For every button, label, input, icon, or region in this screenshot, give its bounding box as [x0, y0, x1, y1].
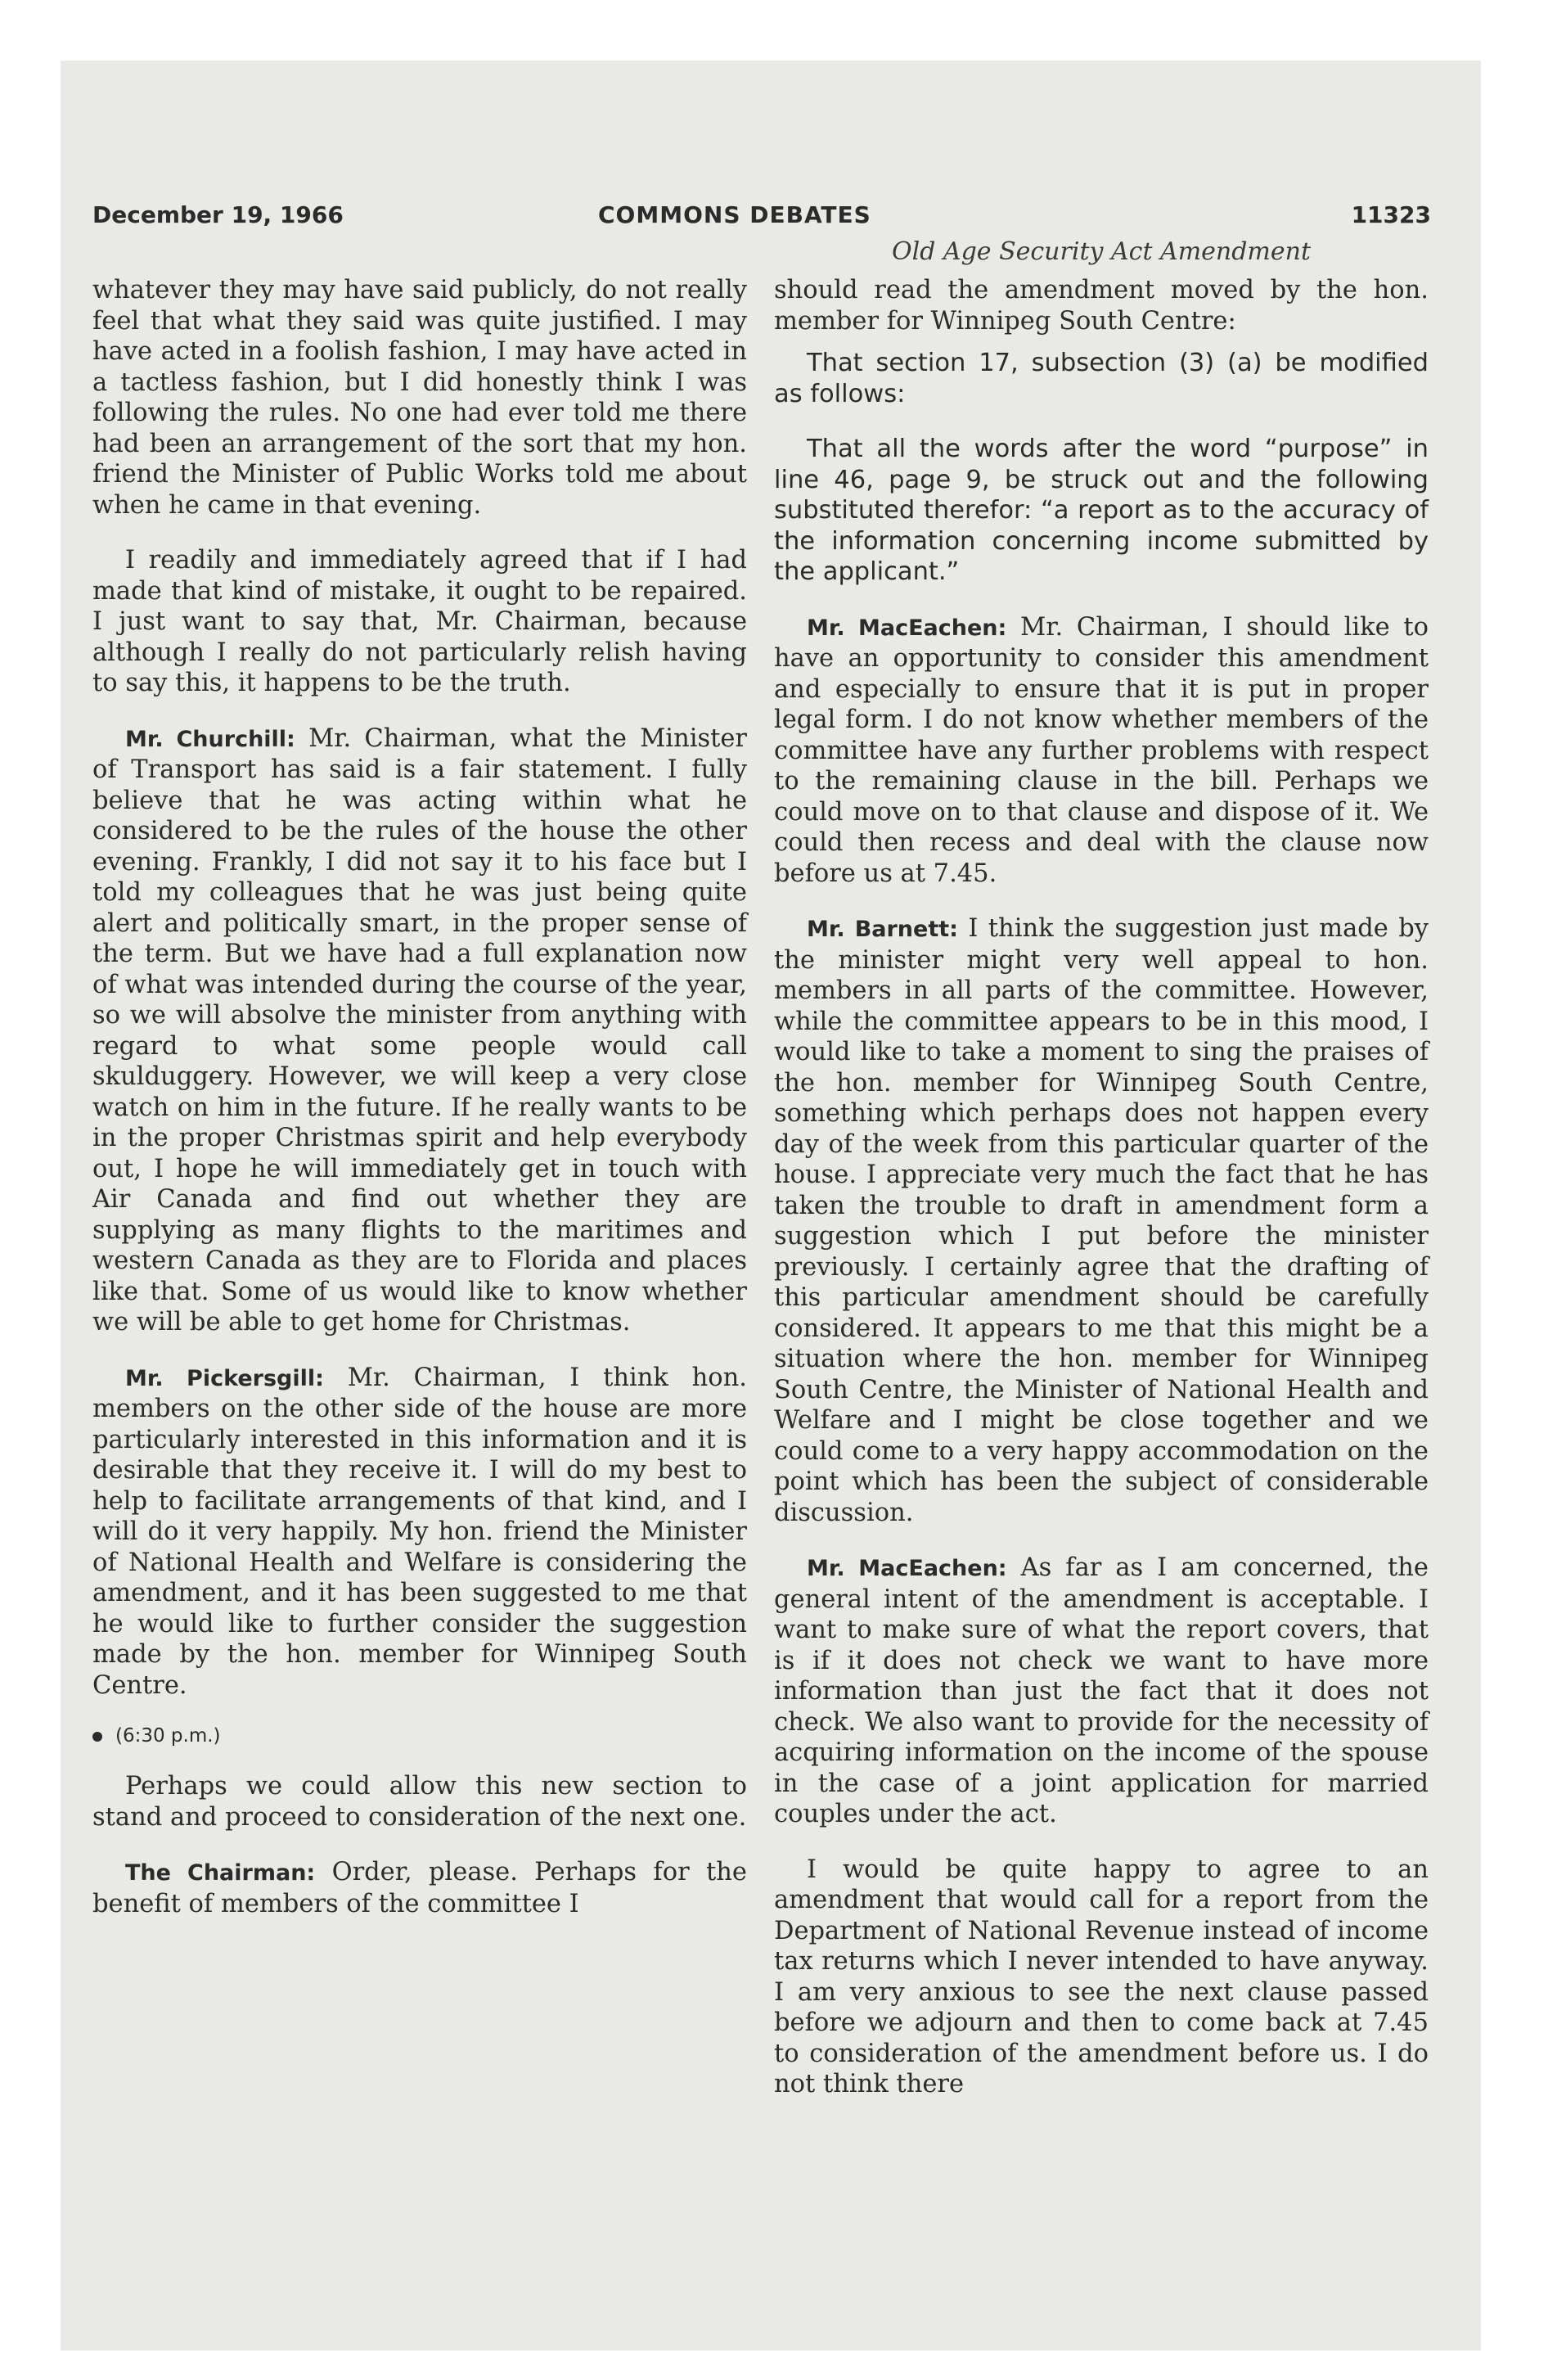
speech-maceachen — [774, 1553, 1429, 1830]
page-header — [92, 201, 1431, 239]
paragraph: I would be quite happy to agree to an amendment that would call for a report from the Department of National Revenue instead of income tax returns which I never intended to have anyway. I am very anxious to see the next clause passed before we adjourn and then to come back at 7.45 to consideration of the amendment before us. I do not think there — [774, 1855, 1429, 2098]
paragraph: should read the amendment moved by the hon. member for Winnipeg South Centre: — [774, 276, 1429, 336]
paragraph: whatever they may have said publicly, do not really feel that what they said was quite justified. I may have acted in a foolish fashion, I may have acted in a tactless fashion, but I did honestly think I was following the rules. No one had ever told me there had been an arrangement of the sort that my hon. friend the Minister of Public Works told me about when he came in that evening. — [92, 276, 747, 520]
paragraph: I readily and immediately agreed that if I had made that kind of mistake, it ought to be repaired. I just want to say that, Mr. Chairman, because although I really do not particularly relish having to say this, it happens to be the truth. — [92, 546, 747, 697]
header-publication: COMMONS DEBATES — [598, 201, 871, 228]
amendment-quote: That section 17, subsection (3) (a) be modified as follows: — [774, 349, 1429, 408]
left-column — [92, 275, 747, 1944]
header-page-number: 11323 — [1351, 201, 1431, 228]
speaker-name: Mr. MacEachen: — [807, 615, 1007, 641]
speaker-name: Mr. Churchill: — [125, 726, 295, 752]
bullet-icon — [92, 1732, 102, 1742]
paragraph: Perhaps we could allow this new section to stand and proceed to consideration of the next one. — [92, 1772, 747, 1832]
speech-chairman — [92, 1857, 747, 1919]
speech-maceachen — [774, 612, 1429, 890]
speaker-name: Mr. Barnett: — [807, 917, 958, 942]
speaker-name: Mr. MacEachen: — [807, 1556, 1007, 1581]
speech-churchill — [92, 723, 747, 1338]
section-subheading: Old Age Security Act Amendment — [891, 237, 1312, 266]
speaker-name: Mr. Pickersgill: — [125, 1365, 324, 1391]
timestamp-text: (6:30 p.m.) — [115, 1725, 221, 1747]
speech-pickersgill — [92, 1363, 747, 1702]
speaker-name: The Chairman: — [125, 1860, 316, 1886]
right-column — [774, 275, 1429, 2125]
timestamp — [92, 1725, 747, 1747]
amendment-quote: That all the words after the word “purpose” in line 46, page 9, be struck out and the following substituted therefor: “a report as to the accuracy of the information concerning income submitted by the applicant.” — [774, 435, 1429, 586]
speech-barnett — [774, 913, 1429, 1528]
header-date: December 19, 1966 — [92, 201, 344, 228]
speech-text: Mr. Chairman, what the Minister of Transport has said is a fair statement. I fully believe that he was acting within what he considered to be the rules of the house the other evening. Frankly, I did not say it to his face but I told my colleagues that he was just being quite alert and politically smart, in the proper sense of the term. But we have had a full explanation now of what was intended during the course of the year, so we will absolve the minister from anything with regard to what some people would call skulduggery. However, we will keep a very close watch on him in the future. If he really wants to be in the proper Christmas spirit and help everybody out, I hope he will immediately get in touch with Air Canada and find out whether they are supplying as many flights to the maritimes and western Canada as they are to Florida and places like that. Some of us would like to know whether we will be able to get home for Christmas. — [92, 723, 747, 1336]
speech-text: Mr. Chairman, I think hon. members on the other side of the house are more particularly interested in this information and it is desirable that they receive it. I will do my best to help to facilitate arrangements of that kind, and I will do it very happily. My hon. friend the Minister of National Health and Welfare is considering the amendment, and it has been suggested to me that he would like to further consider the suggestion made by the hon. member for Winnipeg South Centre. — [92, 1363, 747, 1700]
speech-text: Mr. Chairman, I should like to have an opportunity to consider this amendment and especially to ensure that it is put in proper legal form. I do not know whether members of the committee have any further problems with respect to the remaining clause in the bill. Perhaps we could move on to that clause and dispose of it. We could then recess and deal with the clause now before us at 7.45. — [774, 612, 1429, 888]
speech-text: As far as I am concerned, the general intent of the amendment is acceptable. I want to make sure of what the report covers, that is if it does not check we want to have more information than just the fact that it does not check. We also want to provide for the necessity of acquiring information on the income of the spouse in the case of a joint application for married couples under the act. — [774, 1553, 1429, 1828]
speech-text: Order, please. Perhaps for the benefit of members of the committee I — [92, 1858, 747, 1918]
speech-text: I think the suggestion just made by the minister might very well appeal to hon. members in all parts of the committee. However, while the committee appears to be in this mood, I would like to take a moment to sing the praises of the hon. member for Winnipeg South Centre, something which perhaps does not happen every day of the week from this particular quarter of the house. I appreciate very much the fact that he has taken the trouble to draft in amendment form a suggestion which I put before the minister previously. I certainly agree that the drafting of this particular amendment should be carefully considered. It appears to me that this might be a situation where the hon. member for Winnipeg South Centre, the Minister of National Health and Welfare and I might be close together and we could come to a very happy accommodation on the point which has been the subject of considerable discussion. — [774, 914, 1429, 1527]
